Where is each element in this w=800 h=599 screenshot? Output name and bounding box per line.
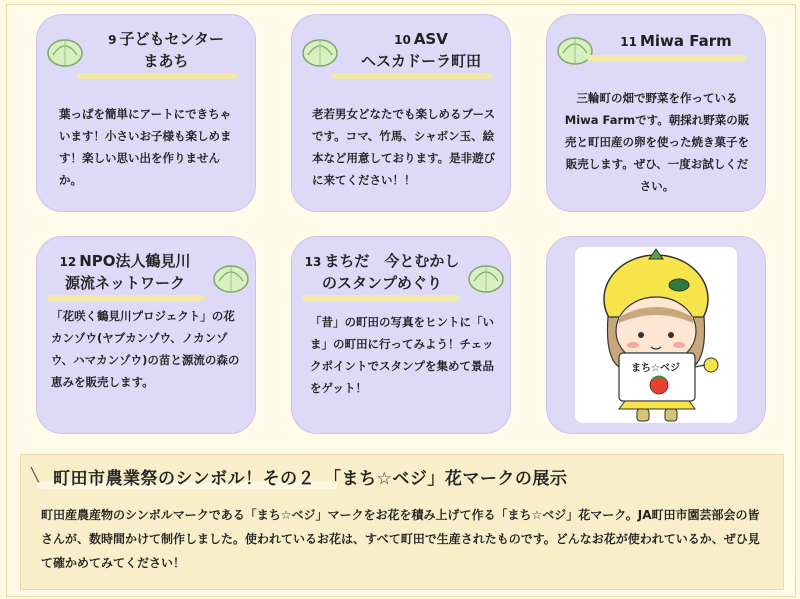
- mascot-card: [546, 236, 766, 434]
- booth-card-10: [291, 14, 511, 212]
- mascot-panel: [575, 247, 737, 423]
- bottom-heading: [37, 462, 769, 490]
- booth-description: 葉っぱを簡単にアートにできちゃいます！小さいお子様も楽しめます！楽しい思い出を作りませんか。: [59, 107, 232, 187]
- booth-description: 「昔」の町田の写真をヒントに「いま」の町田に行ってみよう！チェックポイントでスタンプを集めて景品をゲット！: [310, 315, 494, 395]
- bottom-description: 町田産農産物のシンボルマークである「まち☆ベジ」マークをお花を積み上げて作る「まち☆ベジ」花マーク。JA町田市園芸部会の皆さんが、数時間かけて制作しました。使われているお花は、すべて町田で生産されたものです。どんなお花が使われているか、ぜひ見て確かめてみてください！: [41, 508, 760, 570]
- mascot-sign-text: まち☆ベジ: [631, 363, 680, 374]
- booth-title: 12 NPO法人鶴見川 源流ネットワーク: [59, 252, 191, 292]
- booth-description: 老若男女どなたでも楽しめるブースです。コマ、竹馬、シャボン玉、絵本など用意しております。是非遊びに来てください！！: [312, 107, 496, 187]
- mascot-illustration: [575, 247, 737, 423]
- booth-card-9: [36, 14, 256, 212]
- booth-title: 10 ASV ヘスカドーラ町田: [360, 30, 481, 70]
- booth-title: 13 まちだ 今とむかし のスタンプめぐり: [304, 252, 460, 292]
- cabbage-icon: [45, 33, 85, 69]
- title-highlight: [302, 295, 460, 301]
- title-highlight: [332, 73, 492, 79]
- title-highlight: [77, 73, 237, 79]
- booth-card-12: [36, 236, 256, 434]
- booth-description: 「花咲く鶴見川プロジェクト」の花カンゾウ(ヤブカンゾウ、ノカンゾウ、ハマカンゾウ)の苗と源流の森の恵みを販売します。: [51, 309, 240, 389]
- cabbage-icon: [211, 259, 251, 295]
- bottom-info-panel: [20, 454, 784, 590]
- cabbage-icon: [300, 33, 340, 69]
- booth-card-13: [291, 236, 511, 434]
- title-highlight: [587, 55, 747, 61]
- bottom-heading-text: 町田市農業祭のシンボル！その２ 「まち☆ベジ」花マークの展示: [53, 469, 568, 489]
- booth-card-11: [546, 14, 766, 212]
- cabbage-icon: [555, 31, 595, 67]
- booth-title: 9 子どもセンター まあち: [108, 30, 224, 70]
- cabbage-icon: [466, 259, 506, 295]
- title-highlight: [47, 295, 205, 301]
- booth-description: 三輪町の畑で野菜を作っているMiwa Farmです。朝採れ野菜の販売と町田産の卵を使った焼き菓子を販売します。ぜひ、一度お試しください。: [564, 91, 750, 193]
- booth-title: 11 Miwa Farm: [620, 32, 732, 50]
